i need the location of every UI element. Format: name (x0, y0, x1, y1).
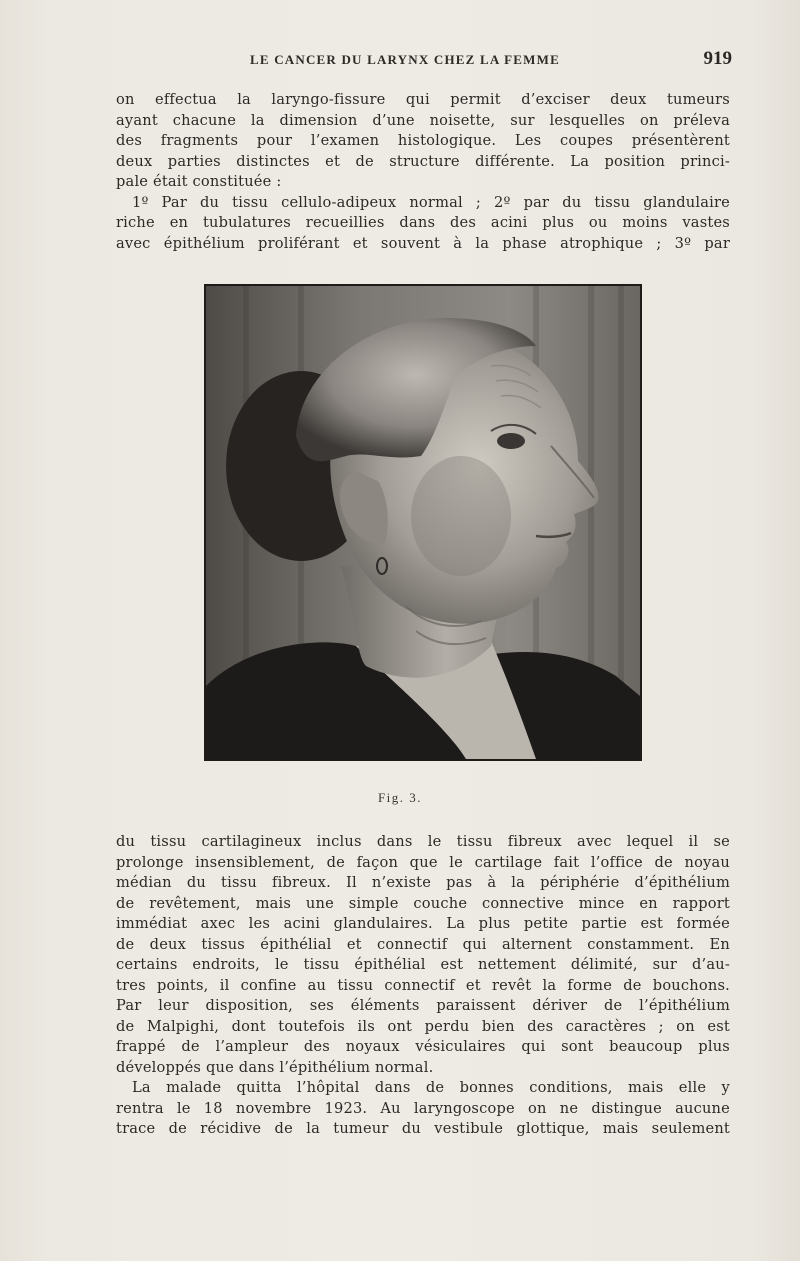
text-line: médian du tissu fibreux. Il n’existe pas à la périphérie d’épithélium (116, 874, 730, 891)
text-line: prolonge insensiblement, de façon que le cartilage fait l’office de noyau (116, 853, 730, 871)
figure-caption: Fig. 3. (377, 790, 423, 805)
text-line: immédiat axec les acini glandulaires. La plus petite partie est formée (116, 915, 730, 932)
text-line: riche en tubulatures recueillies dans des acini plus ou moins vastes (116, 214, 730, 231)
text-line: du tissu cartilagineux inclus dans le tissu fibreux avec lequel il se (116, 833, 730, 850)
running-title: LE CANCER DU LARYNX CHEZ LA FEMME (250, 52, 560, 67)
text-line: Par leur disposition, ses éléments paraissent dériver de l’épithélium (116, 997, 730, 1014)
figure-photograph (204, 284, 642, 761)
text-line: La malade quitta l’hôpital dans de bonnes conditions, mais elle y (132, 1079, 730, 1096)
paragraph-top (116, 90, 730, 254)
text-line: rentra le 18 novembre 1923. Au laryngoscope on ne distingue aucune (116, 1099, 730, 1117)
page-number: 919 (703, 48, 732, 69)
text-line: tres points, il confine au tissu connectif et revêt la forme de bouchons. (116, 976, 730, 994)
text-line: ayant chacune la dimension d’une noisette, sur lesquelles on préleva (116, 111, 730, 129)
text-line: des fragments pour l’examen histologique. Les coupes présentèrent (116, 132, 730, 149)
text-line: de deux tissus épithélial et connectif qui alternent constamment. En (116, 935, 730, 953)
text-line: trace de récidive de la tumeur du vestibule glottique, mais seulement (116, 1120, 730, 1137)
text-line: développés que dans l’épithélium normal. (116, 1058, 434, 1076)
text-line: frappé de l’ampleur des noyaux vésiculaires qui sont beaucoup plus (116, 1038, 730, 1055)
running-head (250, 48, 730, 72)
text-line: de revêtement, mais une simple couche connective mince en rapport (116, 894, 730, 912)
text-line: on effectua la laryngo-fissure qui permit d’exciser deux tumeurs (116, 91, 730, 108)
text-line: 1º Par du tissu cellulo-adipeux normal ; 2º par du tissu glandulaire (132, 193, 730, 211)
text-line: de Malpighi, dont toutefois ils ont perdu bien des caractères ; on est (116, 1017, 730, 1035)
text-line: pale était constituée : (116, 173, 282, 190)
text-line: deux parties distinctes et de structure différente. La position princi- (116, 152, 730, 170)
paragraph-bottom (116, 832, 730, 1140)
text-line: certains endroits, le tissu épithélial est nettement délimité, sur d’au- (116, 956, 730, 973)
portrait-photo-illustration (206, 286, 640, 759)
text-line: avec épithélium proliférant et souvent à la phase atrophique ; 3º par (116, 234, 730, 252)
